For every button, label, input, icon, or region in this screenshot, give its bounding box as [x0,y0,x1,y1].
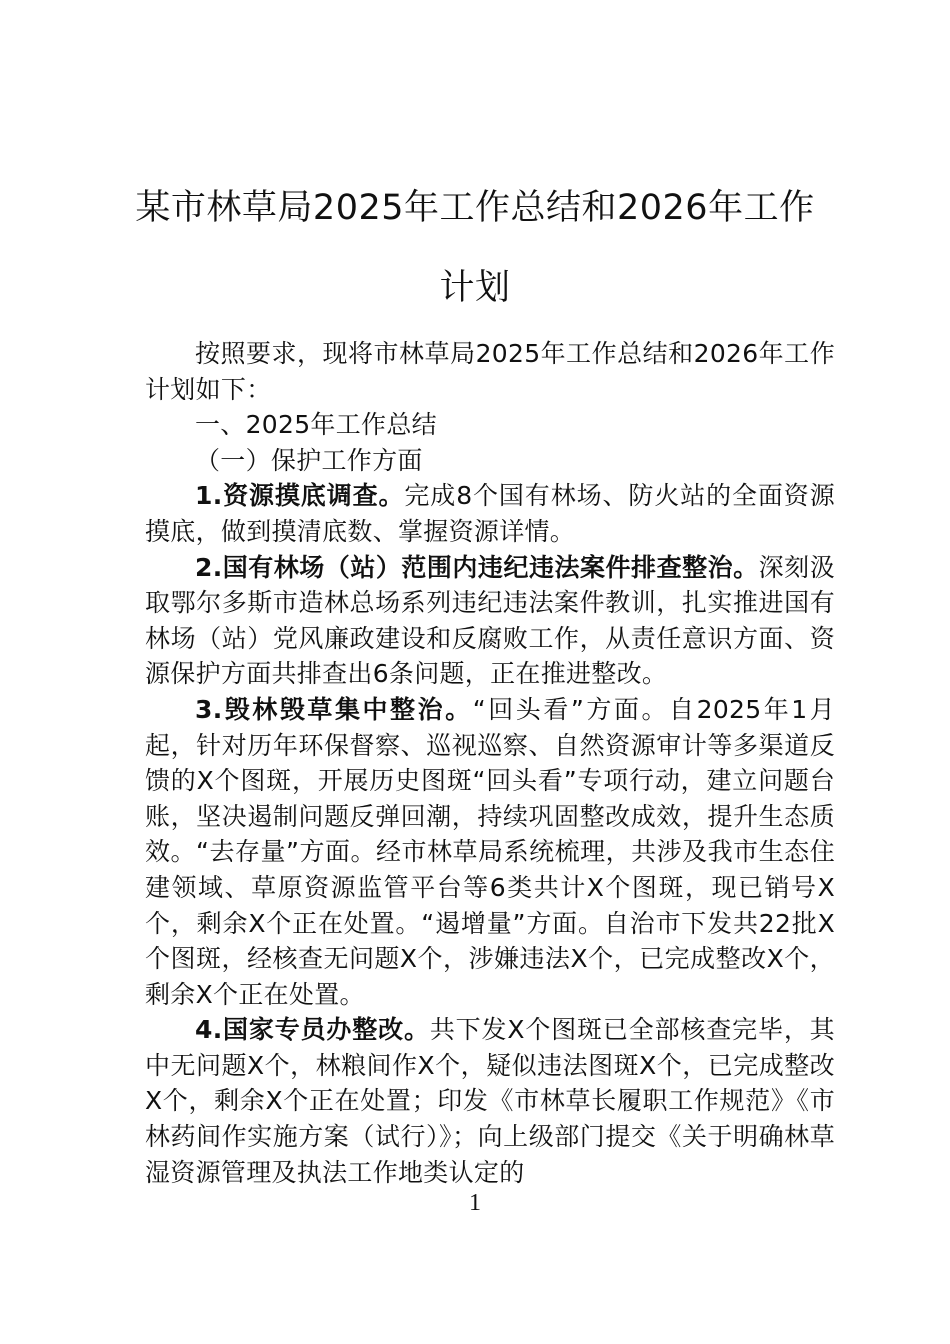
item-paragraph [145,692,835,1012]
subsection-heading: （一）保护工作方面 [195,445,423,475]
item-text: 共下发X个图斑已全部核查完毕，其中无问题X个，林粮间作X个，疑似违法图斑X个，已完成整改X个，剩余X个正在处置；印发《市林草长履职工作规范》《市林药间作实施方案（试行）》；向上级部门提交《关于明确林草湿资源管理及执法工作地类认定的 [145,1015,835,1187]
item-heading: 2.国有林场（站）范围内违纪违法案件排查整治。 [195,552,759,582]
intro-paragraph: 按照要求，现将市林草局2025年工作总结和2026年工作计划如下： [145,339,835,404]
document-body [145,336,835,1190]
document-title [110,168,840,328]
item-heading: 1.资源摸底调查。 [195,481,405,511]
title-line-1: 某市林草局2025年工作总结和2026年工作 [135,188,815,228]
item-text: 完成8个国有林场、防火站的全面资源摸底，做到摸清底数、掌握资源详情。 [145,481,835,546]
item-text: 深刻汲取鄂尔多斯市造林总场系列违纪违法案件教训，扎实推进国有林场（站）党风廉政建设和反腐败工作，从责任意识方面、资源保护方面共排查出6条问题，正在推进整改。 [145,552,835,689]
title-line-2: 计划 [439,268,511,308]
item-heading: 3.毁林毁草集中整治。 [195,694,473,724]
item-heading: 4.国家专员办整改。 [195,1015,430,1045]
item-paragraph [145,478,835,549]
item-text: “回头看”方面。自2025年1月起，针对历年环保督察、巡视巡察、自然资源审计等多渠道反馈的X个图斑，开展历史图斑“回头看”专项行动，建立问题台账，坚决遏制问题反弹回潮，持续巩固整改成效，提升生态质效。“去存量”方面。经市林草局系统梳理，共涉及我市生态住建领域、草原资源监管平台等6类共计X个图斑，现已销号X个，剩余X个正在处置。“遏增量”方面。自治市下发共22批X个图斑，经核查无问题X个，涉嫌违法X个，已完成整改X个，剩余X个正在处置。 [145,694,836,1009]
page-number: 1 [469,1190,481,1216]
item-paragraph [145,1012,835,1190]
section-heading: 一、2025年工作总结 [195,410,437,440]
item-paragraph [145,550,835,692]
